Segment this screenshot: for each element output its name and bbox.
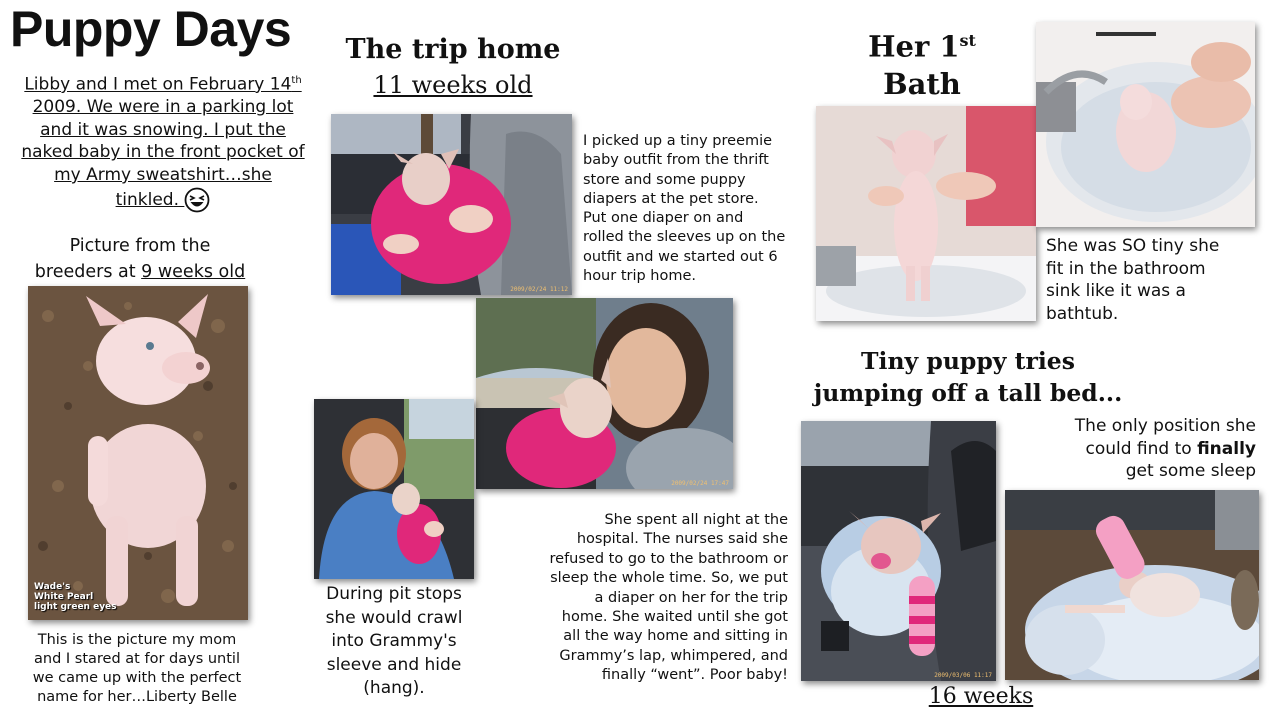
laughing-emoji-icon [184, 187, 210, 213]
outfit-description: I picked up a tiny preemie baby outfit from the thrift store and some puppy diapers at the pet store. Put one diaper on and rolled the sleeves up on the outfit and we started out 6 hour trip home. [583, 133, 786, 285]
bath-description: She was SO tiny she fit in the bathroom sink like it was a bathtub. [1046, 236, 1220, 324]
grammy-with-puppy-photo [314, 399, 474, 579]
jump-age: 16 weeks [928, 684, 1034, 709]
breeder-puppy-photo: Wade's White Pearl light green eyes [28, 286, 248, 620]
bath-sink-photo [1036, 22, 1255, 227]
trip-heading: The trip home [345, 34, 561, 65]
bath-standing-photo [816, 106, 1036, 321]
bath-heading: Her 1st Bath [868, 29, 976, 101]
puppy-sleeping-photo [1005, 490, 1259, 680]
sleep-caption: The only position she could find to finally get some sleep [1074, 416, 1256, 482]
liberty-belle-caption: This is the picture my mom and I stared at for days until we came up with the perfect name for her…Liberty Belle [32, 632, 242, 705]
trip-age: 11 weeks old [373, 71, 533, 99]
jump-heading: Tiny puppy tries jumping off a tall bed... [813, 347, 1123, 407]
breeder-caption: Picture from the breeders at 9 weeks old [34, 236, 246, 282]
pitstop-caption: During pit stops she would crawl into Grammy's sleeve and hide (hang). [325, 584, 463, 699]
intro-paragraph: Libby and I met on February 14th 2009. We were in a parking lot and it was snowing. I put the naked baby in the front pocket of my Army sweatshirt…she tinkled. [4, 70, 322, 213]
puppy-leg-cast-photo: 2009/03/06 11:17 [801, 421, 996, 681]
selfie-with-puppy-photo: 2009/02/24 17:47 [476, 298, 733, 489]
trip-car-photo: 2009/02/24 11:12 [331, 114, 572, 295]
page-title: Puppy Days [10, 1, 292, 57]
hospital-story: She spent all night at the hospital. The nurses said she refused to go to the bathroom or sleep the whole time. So, we put a diaper on her for the trip home. She waited until she got all the way home and sitting in Grammy’s lap, whimpered, and finally “went”. Poor baby! [549, 512, 788, 684]
